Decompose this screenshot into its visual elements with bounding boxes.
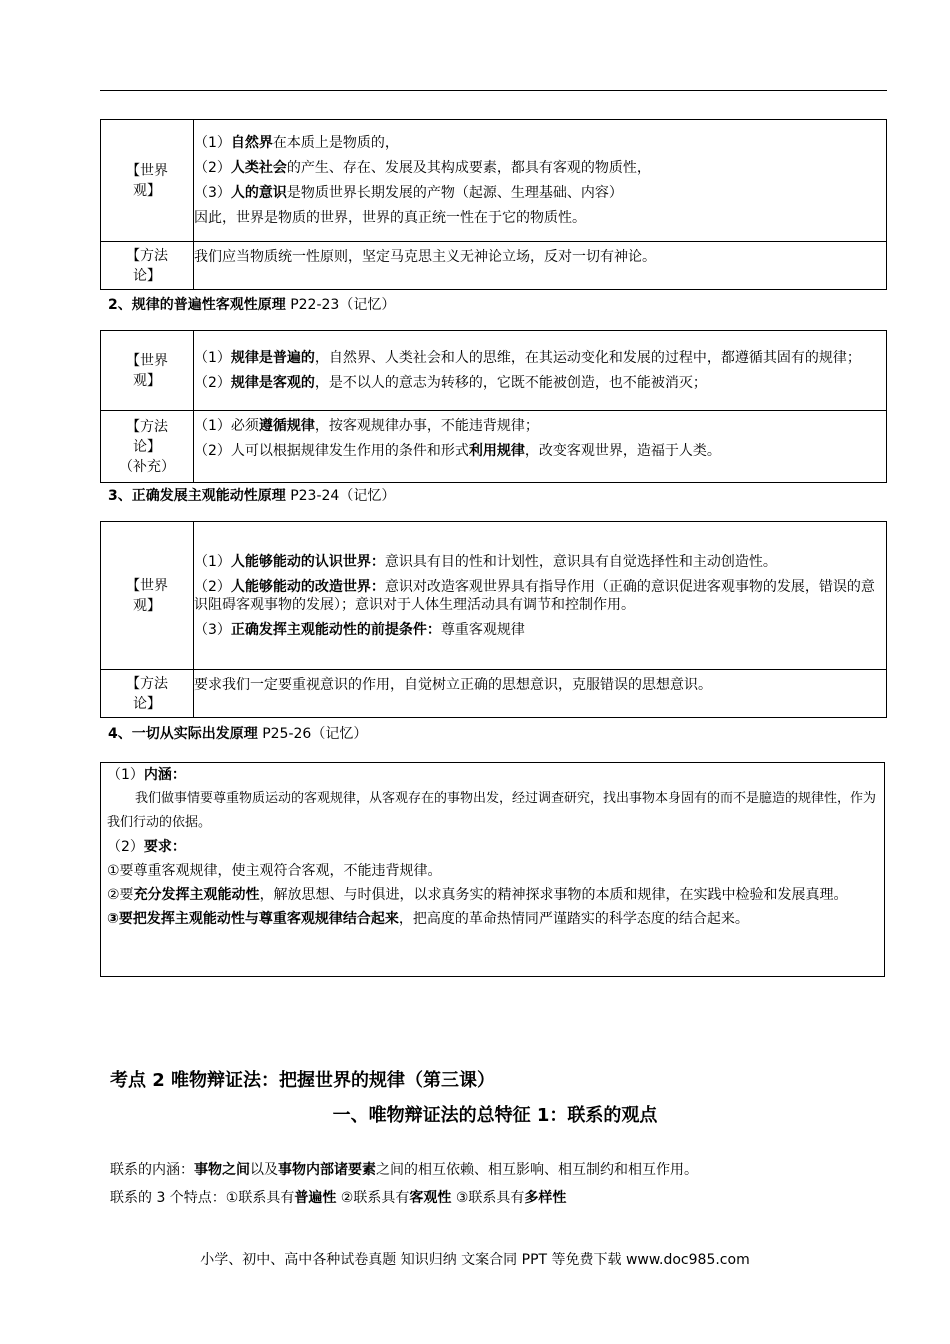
footer-text: 小学、初中、高中各种试卷真题 知识归纳 文案合同 PPT 等免费下载 www.doc985.com — [200, 1252, 750, 1268]
table-material-unity — [100, 119, 887, 290]
connection-features: 联系的 3 个特点：①联系具有普遍性 ②联系具有客观性 ③联系具有多样性 — [110, 1190, 567, 1206]
section-4-heading: 4、一切从实际出发原理 P25-26（记忆） — [108, 726, 368, 742]
worldview-label: 【世界观】 — [101, 331, 194, 411]
wv-line-1: （1）自然界在本质上是物质的， — [194, 135, 399, 151]
exam-point-title: 考点 2 唯物辩证法：把握世界的规律（第三课） — [110, 1070, 496, 1091]
methodology-label: 【方法论】 （补充） — [101, 411, 194, 483]
table-law-objectivity — [100, 330, 887, 483]
methodology-content: 我们应当物质统一性原则，坚定马克思主义无神论立场，反对一切有神论。 — [194, 242, 887, 290]
section-3-heading: 3、正确发展主观能动性原理 P23-24（记忆） — [108, 488, 396, 504]
requirement-heading: （2）要求： — [107, 839, 186, 855]
m-line-1: （1）必须遵循规律，按客观规律办事，不能违背规律； — [194, 418, 539, 434]
connection-definition: 联系的内涵：事物之间以及事物内部诸要素之间的相互依赖、相互影响、相互制约和相互作用。 — [110, 1162, 698, 1178]
worldview-content — [194, 331, 887, 411]
wv-line-2: （2）人类社会的产生、存在、发展及其构成要素，都具有客观的物质性， — [194, 160, 651, 176]
wv-line-1: （1）人能够能动的认识世界：意识具有目的性和计划性，意识具有自觉选择性和主动创造性。 — [194, 553, 777, 570]
wv-line-2: （2）规律是客观的，是不以人的意志为转移的，它既不能被创造，也不能被消灭； — [194, 375, 707, 391]
practice-box — [100, 762, 885, 977]
wv-line-3: （3）正确发挥主观能动性的前提条件：尊重客观规律 — [194, 621, 525, 638]
requirement-1: ①要尊重客观规律，使主观符合客观，不能违背规律。 — [107, 863, 442, 879]
methodology-label: 【方法论】 — [101, 670, 194, 718]
wv-conclusion: 因此，世界是物质的世界，世界的真正统一性在于它的物质性。 — [194, 210, 586, 226]
requirement-2: ②要充分发挥主观能动性，解放思想、与时俱进，以求真务实的精神探求事物的本质和规律，在实践中检验和发展真理。 — [107, 887, 848, 903]
worldview-label: 【世界观】 — [101, 522, 194, 670]
methodology-label: 【方法论】 — [101, 242, 194, 290]
header-rule — [100, 90, 887, 91]
methodology-content: 要求我们一定要重视意识的作用，自觉树立正确的思想意识，克服错误的思想意识。 — [194, 670, 887, 718]
connotation-heading: （1）内涵： — [107, 767, 186, 783]
connotation-text: 我们做事情要尊重物质运动的客观规律，从客观存在的事物出发，经过调查研究，找出事物本身固有的而不是臆造的规律性，作为我们行动的依据。 — [107, 791, 877, 830]
section-2-heading: 2、规律的普遍性客观性原理 P22-23（记忆） — [108, 297, 396, 313]
wv-line-3: （3）人的意识是物质世界长期发展的产物（起源、生理基础、内容） — [194, 185, 623, 201]
worldview-content — [194, 120, 887, 242]
table-subjective-initiative — [100, 521, 887, 718]
requirement-3: ③要把发挥主观能动性与尊重客观规律结合起来，把高度的革命热情同严谨踏实的科学态度的结合起来。 — [107, 911, 749, 927]
worldview-content — [194, 522, 887, 670]
wv-line-1: （1）规律是普遍的，自然界、人类社会和人的思维，在其运动变化和发展的过程中，都遵循其固有的规律； — [194, 350, 861, 366]
wv-line-2: （2）人能够能动的改造世界：意识对改造客观世界具有指导作用（正确的意识促进客观事物的发展，错误的意识阻碍客观事物的发展）；意识对于人体生理活动具有调节和控制作用。 — [194, 578, 875, 613]
worldview-label: 【世界观】 — [101, 120, 194, 242]
methodology-content — [194, 411, 887, 483]
m-line-2: （2）人可以根据规律发生作用的条件和形式利用规律，改变客观世界，造福于人类。 — [194, 443, 721, 459]
section-subtitle: 一、唯物辩证法的总特征 1：联系的观点 — [332, 1105, 658, 1126]
